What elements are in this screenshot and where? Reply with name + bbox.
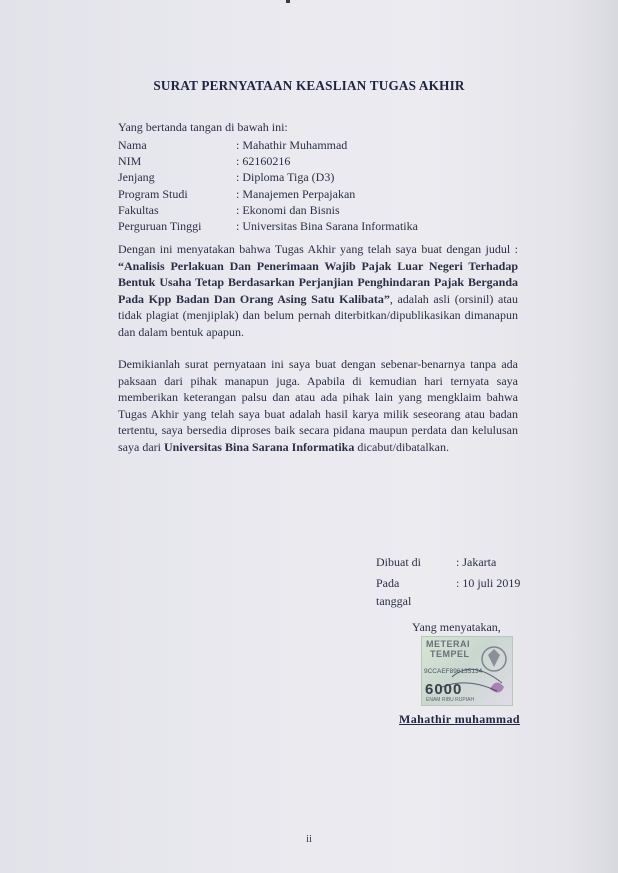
duty-stamp <box>421 636 513 706</box>
identity-label: NIM <box>118 154 142 169</box>
identity-table <box>118 137 418 234</box>
identity-label: Perguruan Tinggi <box>118 219 202 234</box>
identity-label: Nama <box>118 138 147 152</box>
closing-post: dicabut/dibatalkan. <box>354 439 449 454</box>
identity-label: Program Studi <box>118 186 188 201</box>
date-label: Pada <box>376 576 400 590</box>
identity-row-program-studi <box>118 186 418 202</box>
identity-row-perguruan-tinggi <box>118 218 418 234</box>
identity-label: Fakultas <box>118 202 159 217</box>
statement-post: , adalah asli (orsinil) atau tidak plagiat (menjiplak) dan belum pernah diterbitkan/dipublikasikan dimanapun dan dalam bentuk apapun. <box>118 291 518 339</box>
identity-value: : Diploma Tiga (D3) <box>236 170 335 185</box>
identity-value: : Ekonomi dan Bisnis <box>236 202 340 217</box>
binding-mark <box>286 0 290 3</box>
intro-text: Yang bertanda tangan di bawah ini: <box>118 120 288 134</box>
stamp-label: METERAI <box>426 639 470 649</box>
identity-row-nim <box>118 153 418 169</box>
university-name: Universitas Bina Sarana Informatika <box>163 439 355 454</box>
place-label: Dibuat di <box>376 555 421 569</box>
date-value: : 10 juli 2019 <box>456 576 521 590</box>
page-title: SURAT PERNYATAAN KEASLIAN TUGAS AKHIR <box>153 78 465 93</box>
identity-row-nama <box>118 137 418 153</box>
stamp-label-2: TEMPEL <box>430 649 470 659</box>
statement-paragraph <box>118 241 518 341</box>
stamp-serial: 9CCAEF896135134 <box>424 668 483 675</box>
closing-paragraph <box>118 356 518 456</box>
statement-pre: Dengan ini menyatakan bahwa Tugas Akhir yang telah saya buat dengan judul : <box>118 242 518 256</box>
identity-value: : 62160216 <box>236 154 291 169</box>
identity-row-jenjang <box>118 169 418 185</box>
place-value: : Jakarta <box>456 555 497 569</box>
thesis-title: “Analisis Perlakuan Dan Penerimaan Wajib Pajak Luar Negeri Terhadap Bentuk Usaha Tetap Berdasarkan Perjanjian Penghindaran Pajak Berganda Pada Kpp Badan Dan Orang Asing Satu Kalibata” <box>118 258 518 306</box>
signature-block <box>376 552 520 612</box>
stamp-subtext: ENAM RIBU RUPIAH <box>426 697 475 703</box>
date-label-continued: tanggal <box>376 594 412 608</box>
stamp-value: 6000 <box>425 681 463 698</box>
identity-label: Jenjang <box>118 170 155 185</box>
identity-value: : Mahathir Muhammad <box>236 138 348 152</box>
identity-value: : Universitas Bina Sarana Informatika <box>236 219 418 234</box>
identity-value: : Manajemen Perpajakan <box>236 186 356 201</box>
signatory-name: Mahathir muhammad <box>399 712 520 726</box>
closing-pre: Demikianlah surat pernyataan ini saya buat dengan sebenar-benarnya tanpa ada paksaan dari pihak manapun juga. Apabila di kemudian hari ternyata saya memberikan keterangan palsu dan atau ada pihak lain yang mengklaim bahwa Tugas Akhir yang telah saya buat adalah hasil karya milik seseorang atau badan tertentu, saya bersedia diproses baik secara pidana maupun perdata dan kelulusan saya dari <box>118 357 518 454</box>
signature-closing: Yang menyatakan, <box>412 620 501 634</box>
place-row <box>376 552 520 573</box>
identity-row-fakultas <box>118 202 418 218</box>
page-number: ii <box>305 833 313 845</box>
